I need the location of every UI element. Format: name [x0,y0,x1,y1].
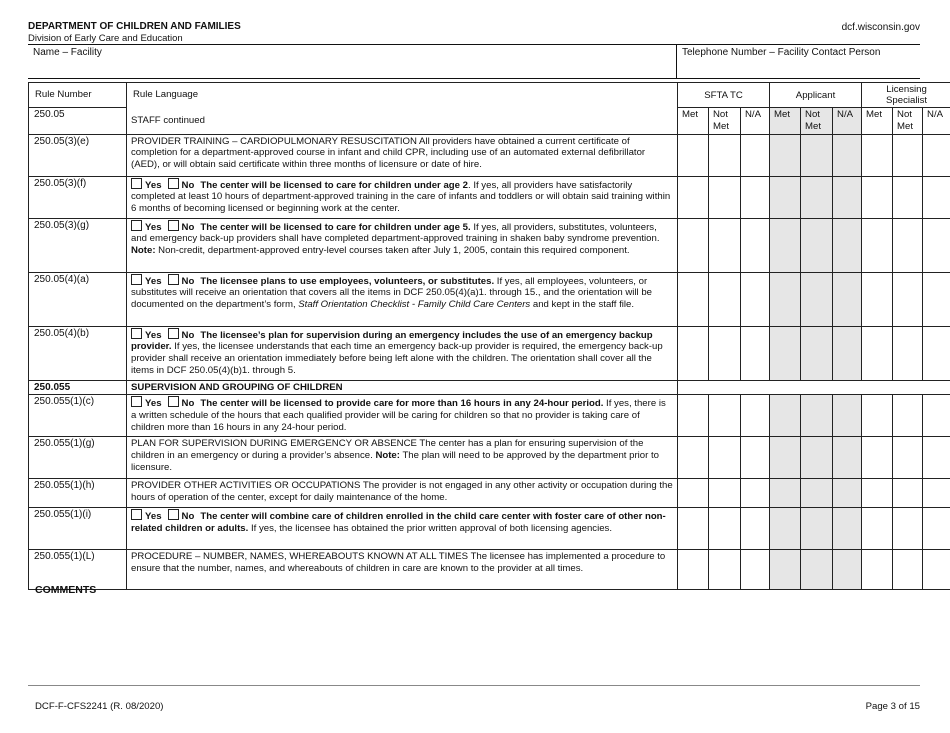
licensing-not-met-cell[interactable] [893,218,923,272]
licensing-na-cell[interactable] [923,550,950,590]
rule-text-end: and kept in the staff file. [530,299,635,311]
licensing-not-met-cell[interactable] [893,437,923,479]
sfta-na-cell[interactable] [741,550,770,590]
header-rule-language: Rule Language [127,83,678,108]
yes-checkbox[interactable] [131,509,142,520]
yes-checkbox[interactable] [131,178,142,189]
applicant-not-met-cell[interactable] [801,508,833,550]
no-checkbox[interactable] [168,220,179,231]
rules-table [28,82,950,590]
applicant-na-cell[interactable] [833,437,862,479]
table-row [29,395,950,437]
table-row [29,479,950,508]
applicant-met-cell[interactable] [770,176,801,218]
section-title: STAFF continued [131,114,205,126]
licensing-not-met-cell[interactable] [893,176,923,218]
rule-text: If yes, all employees, volunteers, or substitutes will receive an orientation that covers all the items in DCF 250.05(4)(a)1. through 15., and the orientation will be documented on the department’s form, [131,275,652,311]
applicant-not-met-cell[interactable] [801,272,833,326]
rule-language [127,380,678,395]
applicant-na-cell[interactable] [833,479,862,508]
sfta-na-cell[interactable] [741,176,770,218]
sfta-not-met-cell[interactable] [709,218,741,272]
applicant-not-met-cell[interactable] [801,176,833,218]
header-licensing-specialist: Licensing Specialist [862,83,950,108]
rule-text: If yes, all providers, substitutes, volunteers, and emergency back-up providers shall have completed department-approved training in shaken baby syndrome prevention. [131,221,660,245]
rule-form-title: Staff Orientation Checklist - Family Child Care Centers [298,299,531,311]
applicant-not-met-cell[interactable] [801,134,833,176]
note-text: Non-credit, department-approved entry-level courses taken after July 1, 2005, contain this required component. [155,245,630,257]
applicant-met-cell[interactable] [770,272,801,326]
sfta-na-cell[interactable] [741,272,770,326]
footer-divider [28,685,920,686]
table-row [29,326,950,380]
applicant-na-cell[interactable] [833,550,862,590]
rule-text: If yes, the licensee understands that each time an emergency back-up provider is required, the emergency back-up provider shall receive an orientation immediately before being left alone with the children. The orientation shall cover all the items in DCF 250.05(4)(b)1. through 5. [131,341,663,376]
no-label: No [181,221,195,233]
applicant-not-met-cell[interactable] [801,326,833,380]
applicant-na-cell[interactable] [833,272,862,326]
licensing-met-cell[interactable] [862,134,893,176]
rule-number: 250.05(4)(a) [29,272,127,326]
rule-number: 250.05(3)(f) [29,176,127,218]
licensing-not-met-cell[interactable] [893,479,923,508]
applicant-na-cell[interactable] [833,395,862,437]
licensing-met-cell[interactable] [862,218,893,272]
division-name: Division of Early Care and Education [28,33,183,44]
licensing-na-header: N/A [923,108,950,135]
sfta-na-cell[interactable] [741,479,770,508]
yes-checkbox[interactable] [131,220,142,231]
rule-language [127,479,678,508]
sfta-met-cell[interactable] [678,479,709,508]
rule-number: 250.055 [29,380,127,395]
applicant-met-cell[interactable] [770,550,801,590]
rule-emphasis: The center will be licensed to care for children under age 2 [200,179,468,191]
sfta-na-header: N/A [741,108,770,135]
licensing-na-cell[interactable] [923,218,950,272]
yes-label: Yes [145,275,162,287]
sfta-not-met-cell[interactable] [709,437,741,479]
sfta-not-met-cell[interactable] [709,395,741,437]
table-row [29,550,950,590]
licensing-met-cell[interactable] [862,326,893,380]
sfta-met-cell[interactable] [678,272,709,326]
table-row [29,508,950,550]
header-applicant: Applicant [770,83,862,108]
sfta-met-cell[interactable] [678,134,709,176]
licensing-met-cell[interactable] [862,395,893,437]
sfta-na-cell[interactable] [741,395,770,437]
applicant-met-cell[interactable] [770,479,801,508]
sfta-met-cell[interactable] [678,395,709,437]
no-label: No [181,329,195,341]
no-label: No [181,275,195,287]
rule-language [127,108,678,135]
yes-checkbox[interactable] [131,274,142,285]
rule-text: PLAN FOR SUPERVISION DURING EMERGENCY OR ABSENCE The center has a plan for ensuring supervision of the children in an emergency or during a provider’s absence. [131,438,644,462]
sfta-na-cell[interactable] [741,218,770,272]
applicant-na-cell[interactable] [833,218,862,272]
no-label: No [181,511,195,523]
sfta-met-header: Met [678,108,709,135]
sfta-not-met-cell[interactable] [709,134,741,176]
sfta-not-met-cell[interactable] [709,479,741,508]
no-checkbox[interactable] [168,509,179,520]
section-spacer [678,380,950,395]
facility-name-field[interactable]: Name – Facility [33,47,102,58]
header-rule-number: Rule Number [29,83,127,108]
licensing-not-met-cell[interactable] [893,508,923,550]
applicant-met-header: Met [770,108,801,135]
licensing-na-cell[interactable] [923,134,950,176]
applicant-na-cell[interactable] [833,134,862,176]
sfta-met-cell[interactable] [678,176,709,218]
table-row [29,134,950,176]
licensing-na-cell[interactable] [923,437,950,479]
licensing-not-met-cell[interactable] [893,134,923,176]
applicant-na-header: N/A [833,108,862,135]
rule-emphasis: The licensee plans to use employees, volunteers, or substitutes. [200,275,495,287]
sfta-met-cell[interactable] [678,218,709,272]
licensing-met-cell[interactable] [862,508,893,550]
sfta-not-met-cell[interactable] [709,272,741,326]
rule-language [127,550,678,590]
rule-number: 250.05 [29,108,127,135]
applicant-not-met-cell[interactable] [801,218,833,272]
rule-number: 250.05(3)(g) [29,218,127,272]
sfta-met-cell[interactable] [678,437,709,479]
sfta-na-cell[interactable] [741,134,770,176]
rule-text: PROVIDER TRAINING – CARDIOPULMONARY RESUSCITATION All providers have obtained a current certificate of completion for a department-approved course in infant and child CPR, including use of an automated external defibrillator (AED), or will obtain said certificate within three months of licensure or date of hire. [131,135,646,171]
rule-language [127,272,678,326]
rule-number: 250.055(1)(h) [29,479,127,508]
rule-number: 250.055(1)(L) [29,550,127,590]
page-number: Page 3 of 15 [865,701,920,712]
licensing-na-cell[interactable] [923,479,950,508]
applicant-not-met-cell[interactable] [801,550,833,590]
rule-language [127,437,678,479]
table-row [29,272,950,326]
page-header [28,21,241,44]
rule-emphasis: The center will be licensed to care for children under age 5. [200,221,471,233]
licensing-na-cell[interactable] [923,508,950,550]
rule-language [127,326,678,380]
sfta-na-cell[interactable] [741,326,770,380]
licensing-not-met-cell[interactable] [893,272,923,326]
licensing-met-cell[interactable] [862,550,893,590]
licensing-met-cell[interactable] [862,479,893,508]
sfta-na-cell[interactable] [741,437,770,479]
sfta-met-cell[interactable] [678,550,709,590]
applicant-met-cell[interactable] [770,218,801,272]
table-row [29,218,950,272]
table-row [29,108,950,135]
form-id: DCF-F-CFS2241 (R. 08/2020) [35,701,164,712]
facility-info-row [28,44,920,79]
no-label: No [181,179,195,191]
yes-checkbox[interactable] [131,396,142,407]
rule-emphasis: The licensee’s plan for supervision during an emergency includes the use of an emergency backup provider. [131,329,653,353]
licensing-not-met-header: Not Met [893,108,923,135]
yes-label: Yes [145,511,162,523]
note-label: Note: [375,450,400,462]
sfta-not-met-cell[interactable] [709,550,741,590]
note-label: Note: [131,245,156,257]
no-checkbox[interactable] [168,396,179,407]
applicant-met-cell[interactable] [770,134,801,176]
rule-language [127,218,678,272]
rule-language [127,508,678,550]
rule-emphasis: The center will be licensed to provide care for more than 16 hours in any 24-hour period. [200,398,604,410]
yes-label: Yes [145,221,162,233]
licensing-not-met-cell[interactable] [893,395,923,437]
applicant-met-cell[interactable] [770,508,801,550]
licensing-na-cell[interactable] [923,272,950,326]
table-header-groups [29,83,950,108]
licensing-met-cell[interactable] [862,437,893,479]
licensing-na-cell[interactable] [923,326,950,380]
sfta-not-met-cell[interactable] [709,326,741,380]
rule-text: If yes, there is a written schedule of the hours that each qualified provider will be caring for children so that no provider is taking care of children more than 16 hours in any 24-hour period. [131,398,666,433]
yes-label: Yes [145,398,162,410]
note-text: The plan will need to be approved by the department prior to licensure. [131,450,659,473]
rule-number: 250.055(1)(c) [29,395,127,437]
rule-text: PROVIDER OTHER ACTIVITIES OR OCCUPATIONS The provider is not engaged in any other activity or occupation during the hours of operation of the center, except for daily maintenance of the home. [131,480,673,504]
applicant-not-met-cell[interactable] [801,479,833,508]
licensing-na-cell[interactable] [923,395,950,437]
rule-text: PROCEDURE – NUMBER, NAMES, WHEREABOUTS KNOWN AT ALL TIMES The licensee has implemented a procedure to ensure that the number, names, and whereabouts of children in care are known to the provider at all times. [131,551,666,575]
rule-language [127,176,678,218]
applicant-met-cell[interactable] [770,437,801,479]
applicant-not-met-header: Not Met [801,108,833,135]
licensing-met-cell[interactable] [862,176,893,218]
licensing-not-met-cell[interactable] [893,550,923,590]
rule-text: . If yes, all providers have satisfactorily completed at least 10 hours of department-approved training in the care of infants and toddlers or will obtain said training within 6 months of becoming licensed or beginning work at the center. [131,179,671,215]
yes-label: Yes [145,179,162,191]
applicant-not-met-cell[interactable] [801,437,833,479]
department-name: DEPARTMENT OF CHILDREN AND FAMILIES [28,21,241,32]
rule-number: 250.05(4)(b) [29,326,127,380]
rule-language [127,134,678,176]
comments-label: COMMENTS [35,584,97,596]
applicant-met-cell[interactable] [770,326,801,380]
rule-number: 250.055(1)(i) [29,508,127,550]
applicant-na-cell[interactable] [833,326,862,380]
applicant-na-cell[interactable] [833,176,862,218]
rule-number: 250.05(3)(e) [29,134,127,176]
rule-emphasis: The center will combine care of children enrolled in the child care center with foster care of other non-related children or adults. [131,511,666,535]
applicant-na-cell[interactable] [833,508,862,550]
rule-number: 250.055(1)(g) [29,437,127,479]
sfta-met-cell[interactable] [678,326,709,380]
sfta-not-met-cell[interactable] [709,176,741,218]
licensing-not-met-cell[interactable] [893,326,923,380]
no-checkbox[interactable] [168,328,179,339]
rule-language [127,395,678,437]
sfta-met-cell[interactable] [678,508,709,550]
no-label: No [181,398,195,410]
website-link[interactable]: dcf.wisconsin.gov [841,22,920,33]
licensing-na-cell[interactable] [923,176,950,218]
table-row [29,437,950,479]
applicant-not-met-cell[interactable] [801,395,833,437]
header-sfta-tc: SFTA TC [678,83,770,108]
table-row [29,176,950,218]
yes-label: Yes [145,329,162,341]
rule-text: If yes, the licensee has obtained the prior written approval of both licensing agencies. [248,523,613,535]
no-checkbox[interactable] [168,178,179,189]
no-checkbox[interactable] [168,274,179,285]
table-row [29,380,950,395]
section-title: SUPERVISION AND GROUPING OF CHILDREN [131,381,343,393]
sfta-not-met-header: Not Met [709,108,741,135]
licensing-met-header: Met [862,108,893,135]
applicant-met-cell[interactable] [770,395,801,437]
facility-phone-field[interactable]: Telephone Number – Facility Contact Person [682,47,881,58]
sfta-not-met-cell[interactable] [709,508,741,550]
sfta-na-cell[interactable] [741,508,770,550]
yes-checkbox[interactable] [131,328,142,339]
licensing-met-cell[interactable] [862,272,893,326]
